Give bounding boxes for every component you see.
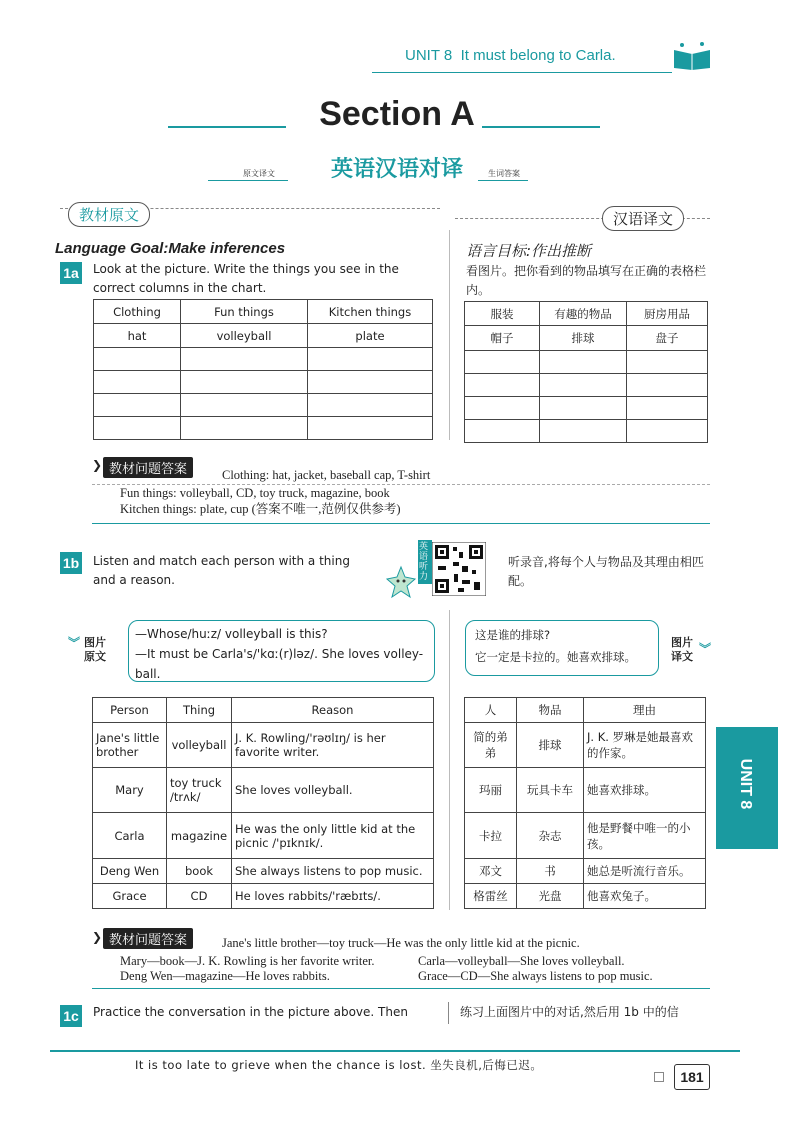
dialog-line-2: —It must be Carla's/'kɑː(r)ləz/. She loves volley-ball. — [135, 647, 424, 681]
answer-1b-line2b: Carla—volleyball—She loves volleyball. — [418, 954, 625, 968]
answer-tag-1a: 教材问题答案 — [103, 457, 193, 478]
dialog-line-1: —Whose/huːz/ volleyball is this? — [135, 627, 328, 641]
answer-1a-line2: Fun things: volleyball, CD, toy truck, magazine, book — [120, 486, 390, 500]
cell-kitchen-cn: 盘子 — [627, 326, 708, 351]
reason-cell: He loves rabbits/'ræbɪts/. — [232, 884, 434, 909]
answer-rule — [92, 988, 710, 989]
side-tab-label: UNIT 8 — [737, 758, 754, 810]
language-goal-cn: 语言目标:作出推断 — [466, 242, 592, 260]
header-thing: Thing — [167, 698, 232, 723]
exercise-1b-instruction: Listen and match each person with a thing and a reason. — [93, 554, 350, 587]
page-number: 181 — [674, 1064, 710, 1090]
person-cell-cn: 格雷丝 — [465, 884, 517, 909]
blank-cell[interactable] — [308, 417, 433, 440]
chevron-down-icon: ︾ — [699, 642, 712, 656]
person-cell: Carla — [93, 813, 167, 859]
footer-rule — [50, 1050, 740, 1052]
blank-cell[interactable] — [94, 348, 181, 371]
thing-cell: volleyball — [167, 723, 232, 768]
header-reason-cn: 理由 — [584, 698, 706, 723]
thing-cell-cn: 玩具卡车 — [517, 768, 584, 813]
header-person-cn: 人 — [465, 698, 517, 723]
reason-cell-cn: 他是野餐中唯一的小孩。 — [584, 813, 706, 859]
header-thing-cn: 物品 — [517, 698, 584, 723]
person-cell-cn: 简的弟弟 — [465, 723, 517, 768]
dialog-text-cn — [475, 624, 655, 668]
cell-kitchen: plate — [308, 324, 433, 348]
answer-1b-line3a: Deng Wen—magazine—He loves rabbits. — [120, 969, 330, 983]
chevron-right-icon: ❯ — [92, 930, 103, 944]
exercise-1c-instruction-cn: 练习上面图片中的对话,然后用 1b 中的信 — [460, 1005, 679, 1019]
thing-cell-cn: 排球 — [517, 723, 584, 768]
thing-cell: magazine — [167, 813, 232, 859]
reason-cell-cn: 他喜欢兔子。 — [584, 884, 706, 909]
chart-1a — [93, 299, 433, 440]
subtitle-rule-right — [478, 180, 528, 181]
title-rule-right — [482, 126, 600, 128]
person-cell-cn: 玛丽 — [465, 768, 517, 813]
answer-rule — [92, 523, 710, 524]
blank-cell[interactable] — [181, 394, 308, 417]
header-fun-things: Fun things — [181, 300, 308, 324]
cell-fun: volleyball — [181, 324, 308, 348]
person-cell: Grace — [93, 884, 167, 909]
subsection-title: 英语汉语对译 — [330, 157, 463, 182]
blank-cell[interactable] — [308, 394, 433, 417]
blank-cell[interactable] — [181, 417, 308, 440]
reason-cell-cn: 她总是听流行音乐。 — [584, 859, 706, 884]
exercise-1a-instruction: Look at the picture. Write the things you see in the correct columns in the chart. — [93, 262, 399, 295]
cell-fun-cn: 排球 — [540, 326, 627, 351]
translation-tag: 汉语译文 — [602, 206, 684, 231]
person-cell: Jane's little brother — [93, 723, 167, 768]
section-title: Section A — [319, 95, 475, 133]
picture-text-label: 图片原文 — [84, 636, 106, 663]
cell-clothing: hat — [94, 324, 181, 348]
subtitle-rule-left — [208, 180, 288, 181]
column-divider — [449, 230, 450, 440]
thing-cell: CD — [167, 884, 232, 909]
answer-1a-line1: Clothing: hat, jacket, baseball cap, T-shirt — [222, 468, 431, 482]
exercise-1b-badge: 1b — [60, 552, 82, 574]
answer-1a-line3: Kitchen things: plate, cup (答案不唯一,范例仅供参考) — [120, 502, 401, 516]
blank-cell[interactable] — [94, 371, 181, 394]
person-cell-cn: 邓文 — [465, 859, 517, 884]
reason-cell-cn: J. K. 罗琳是她最喜欢的作家。 — [584, 723, 706, 768]
answer-tag-1b: 教材问题答案 — [103, 928, 193, 949]
language-goal: Language Goal:Make inferences — [55, 240, 286, 257]
reason-cell: She always listens to pop music. — [232, 859, 434, 884]
thing-cell-cn: 书 — [517, 859, 584, 884]
dialog-text — [135, 624, 425, 684]
answer-1b-line2a: Mary—book—J. K. Rowling is her favorite writer. — [120, 954, 375, 968]
exercise-1c-badge: 1c — [60, 1005, 82, 1027]
chart-1b-cn — [464, 697, 706, 909]
thing-cell: toy truck /trʌk/ — [167, 768, 232, 813]
picture-translation-label: 图片译文 — [671, 636, 693, 663]
reason-cell: J. K. Rowling/'rəʊlɪŋ/ is her favorite writer. — [232, 723, 434, 768]
header-rule — [372, 72, 672, 73]
header-person: Person — [93, 698, 167, 723]
corner-mark — [654, 1072, 664, 1082]
answer-1b-line1: Jane's little brother—toy truck—He was the only little kid at the picnic. — [222, 936, 580, 950]
book-icon — [672, 40, 712, 70]
thing-cell-cn: 杂志 — [517, 813, 584, 859]
header-clothing-cn: 服装 — [465, 302, 540, 326]
reason-cell-cn: 她喜欢排球。 — [584, 768, 706, 813]
reason-cell: He was the only little kid at the picnic /'pɪknɪk/. — [232, 813, 434, 859]
thing-cell-cn: 光盘 — [517, 884, 584, 909]
qr-code-icon[interactable] — [432, 542, 486, 596]
subtitle-right-note: 生词答案 — [488, 169, 520, 178]
subtitle-left-note: 原文译文 — [243, 169, 275, 178]
thing-cell: book — [167, 859, 232, 884]
header-reason: Reason — [232, 698, 434, 723]
blank-cell[interactable] — [308, 348, 433, 371]
source-text-tag: 教材原文 — [68, 202, 150, 227]
running-header — [405, 47, 616, 64]
blank-cell[interactable] — [94, 417, 181, 440]
unit-title: It must belong to Carla. — [460, 47, 616, 64]
header-kitchen-cn: 厨房用品 — [627, 302, 708, 326]
person-cell: Mary — [93, 768, 167, 813]
exercise-1a-instruction-cn: 看图片。把你看到的物品填写在正确的表格栏内。 — [466, 264, 707, 297]
chevron-right-icon: ❯ — [92, 458, 103, 472]
dialog-cn-line-2: 它一定是卡拉的。她喜欢排球。 — [475, 650, 636, 664]
answer-1b-line3b: Grace—CD—She always listens to pop music. — [418, 969, 653, 983]
header-clothing: Clothing — [94, 300, 181, 324]
title-rule-left — [168, 126, 286, 128]
person-cell-cn: 卡拉 — [465, 813, 517, 859]
blank-cell[interactable] — [94, 394, 181, 417]
unit-label: UNIT 8 — [405, 47, 453, 64]
exercise-1a-badge: 1a — [60, 262, 82, 284]
exercise-1b-instruction-cn: 听录音,将每个人与物品及其理由相匹配。 — [508, 555, 704, 588]
column-divider — [449, 610, 450, 910]
footer-quote: It is too late to grieve when the chance is lost. 坐失良机,后悔已迟。 — [135, 1058, 543, 1072]
exercise-1c-instruction: Practice the conversation in the picture above. Then — [93, 1005, 408, 1019]
header-kitchen-things: Kitchen things — [308, 300, 433, 324]
dialog-cn-line-1: 这是谁的排球? — [475, 628, 551, 642]
blank-cell[interactable] — [181, 348, 308, 371]
blank-cell[interactable] — [181, 371, 308, 394]
chart-1a-cn — [464, 301, 708, 443]
listening-label: 英语听力 — [418, 540, 432, 584]
reason-cell: She loves volleyball. — [232, 768, 434, 813]
header-fun-cn: 有趣的物品 — [540, 302, 627, 326]
chart-1b — [92, 697, 434, 909]
blank-cell[interactable] — [308, 371, 433, 394]
mascot-icon — [385, 565, 417, 605]
cell-clothing-cn: 帽子 — [465, 326, 540, 351]
person-cell: Deng Wen — [93, 859, 167, 884]
chevron-down-icon: ︾ — [68, 636, 81, 650]
